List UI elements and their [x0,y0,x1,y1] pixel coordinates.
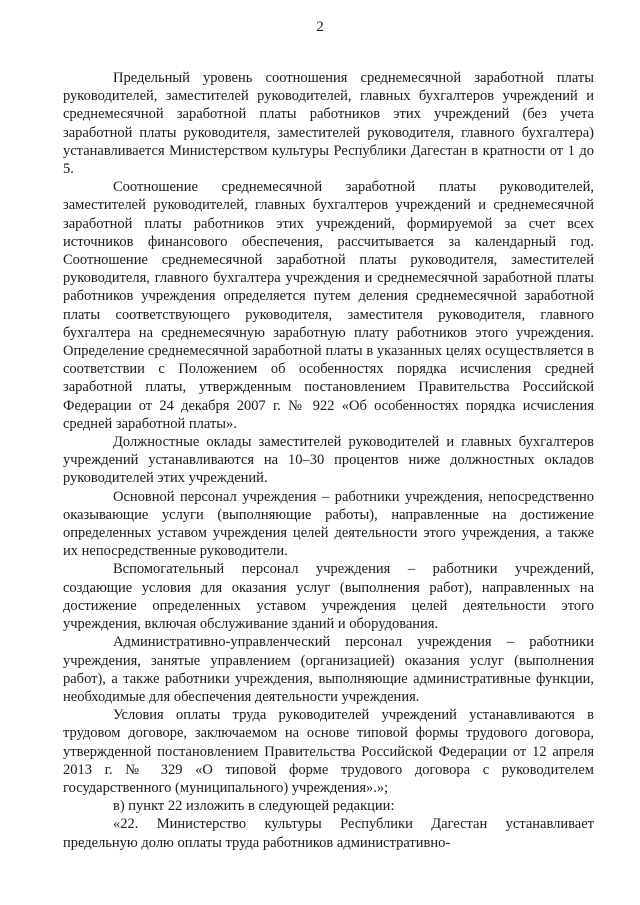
page-number: 2 [316,19,324,35]
paragraph-deputy-salaries: Должностные оклады заместителей руководителей и главных бухгалтеров учреждений устанавливаются на 10–30 процентов ниже должностных окладов руководителей этих учреждений. [63,434,594,487]
document-body [63,69,594,852]
paragraph-main-personnel: Основной персонал учреждения – работники учреждения, непосредственно оказывающие услуги (выполняющие работы), направленные на достижение определенных уставом учреждения целей деятельности этого учреждения, а также их непосредственные руководители. [63,488,594,560]
paragraph-auxiliary-personnel: Вспомогательный персонал учреждения – работники учреждений, создающие условия для оказания услуг (выполнения работ), направленных на достижение определенных уставом учреждения целей деятельности этого учреждения, включая обслуживание зданий и оборудования. [63,561,594,633]
paragraph-administrative-personnel: Административно-управленческий персонал учреждения – работники учреждения, занятые управлением (организацией) оказания услуг (выполнения работ), а также работники учреждения, выполняющие административные функции, необходимые для обеспечения деятельности учреждения. [63,634,594,705]
paragraph-item-22-intro: в) пункт 22 изложить в следующей редакции: [113,798,395,815]
paragraph-wage-ratio-calculation: Соотношение среднемесячной заработной платы руководителей, заместителей руководителей, главных бухгалтеров учреждений и среднемесячной заработной платы работников этих учреждений, формируемой за счет всех источников финансового обеспечения, рассчитывается за календарный год. Соотношение среднемесячной заработной платы руководителя, заместителей руководителя, главного бухгалтера учреждения и среднемесячной заработной платы работников учреждения определяется путем деления среднемесячной заработной платы соответствующего руководителя, заместителя руководителя, главного бухгалтера на среднемесячную заработную плату работников этого учреждения. Определение среднемесячной заработной платы в указанных целях осуществляется в соответствии с Положением об особенностях порядка исчисления средней заработной платы, утвержденным постановлением Правительства Российской Федерации от 24 декабря 2007 г. № 922 «Об особенностях порядка исчисления средней заработной платы». [63,179,594,432]
paragraph-wage-ratio-limit: Предельный уровень соотношения среднемесячной заработной платы руководителей, заместителей руководителей, главных бухгалтеров учреждений и среднемесячной заработной платы работников этих учреждений (без учета заработной платы руководителя, заместителей руководителя, главного бухгалтера) устанавливается Министерством культуры Республики Дагестан в кратности от 1 до 5. [63,70,594,178]
paragraph-director-pay-conditions: Условия оплаты труда руководителей учреждений устанавливаются в трудовом договоре, заключаемом на основе типовой формы трудового договора, утвержденной постановлением Правительства Российской Федерации от 12 апреля 2013 г. № 329 «О типовой форме трудового договора с руководителем государственного (муниципального) учреждения».»; [63,707,594,796]
paragraph-item-22-text: «22. Министерство культуры Республики Дагестан устанавливает предельную долю оплаты труда работников административно- [63,816,594,851]
